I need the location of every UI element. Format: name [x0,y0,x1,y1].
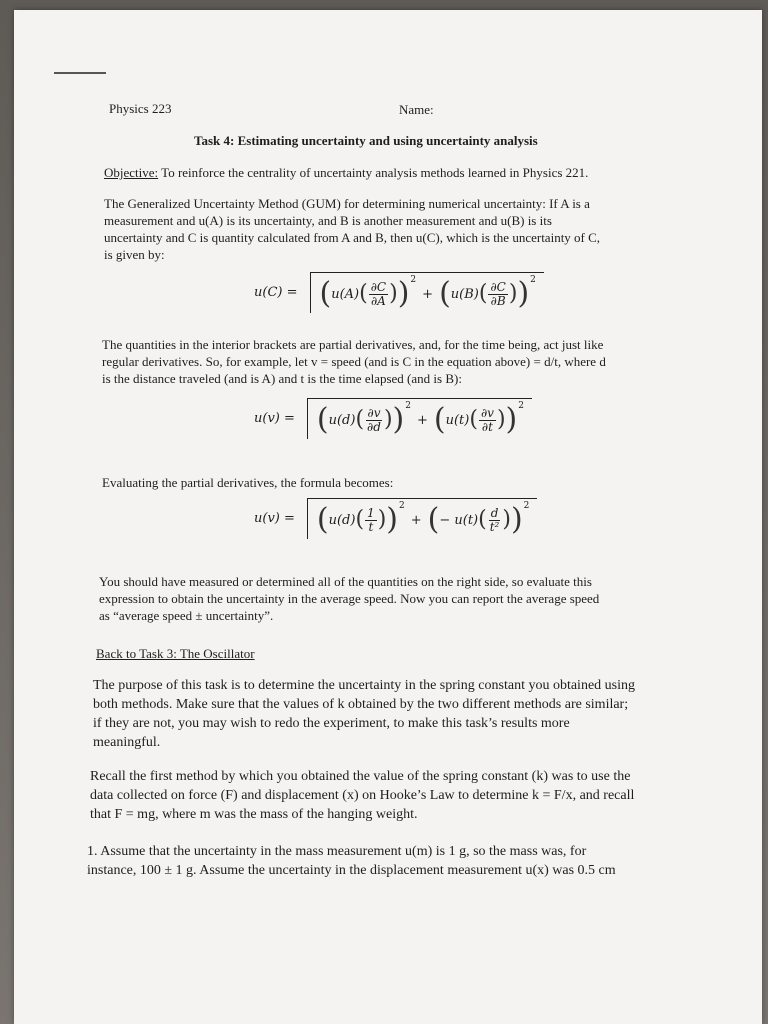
partial-line: regular derivatives. So, for example, let v = speed (and is C in the equation above) = d/t, where d [102,354,606,369]
recall-line: that F = mg, where m was the mass of the hanging weight. [90,807,418,822]
partial-line: The quantities in the interior brackets are partial derivatives, and, for the time being, act just like [102,337,604,352]
eq2-radical: ( u(d) ( $\frac{\partial v}{\partial d}$ ) ) 2 + ( u(t) ( $\frac{\partial v}{\partial t}$ ) ) 2 [307,398,532,439]
purpose-paragraph [93,676,635,752]
eq3-term2-u: − u(t) [439,512,479,528]
purpose-line: both methods. Make sure that the values of k obtained by the two different methods are similar; [93,697,629,712]
eq2-term1-den: ∂d [367,419,381,434]
name-label: Name: [399,102,434,117]
purpose-line: The purpose of this task is to determine the uncertainty in the spring constant you obtained using [93,678,636,693]
eq1-term1-den: ∂A [370,293,386,308]
equation-uv-evaluated [254,498,537,539]
recall-line: data collected on force (F) and displacement (x) on Hooke’s Law to determine k = F/x, and recall [90,788,635,803]
worksheet-page [14,10,762,1024]
eq1-radical: ( u(A) ( $\frac{\partial C}{\partial A}$ ) ) 2 + ( u(B) ( $\frac{\partial C}{\partial B}$ ) ) 2 [310,272,544,313]
back-to-task3-heading: Back to Task 3: The Oscillator [96,646,255,661]
measured-line: expression to obtain the uncertainty in the average speed. Now you can report the average speed [99,591,600,606]
item1-paragraph [87,842,616,880]
eq1-term2-u: u(B) [450,286,479,302]
partial-line: is the distance traveled (and is A) and t is the time elapsed (and is B): [102,371,462,386]
eq2-term1-num: ∂v [367,405,381,420]
eq1-term2-fraction [488,281,507,308]
eq3-exponent: 2 [399,501,405,511]
evaluating-text: Evaluating the partial derivatives, the formula becomes: [102,475,394,490]
eq2-exponent: 2 [518,401,524,411]
measured-line: as “average speed ± uncertainty”. [99,608,274,623]
purpose-line: meaningful. [93,735,161,750]
eq1-lhs: u(C) = [254,285,298,300]
eq3-term1-num: 1 [367,505,375,520]
eq1-term2-num: ∂C [490,279,506,294]
eq3-plus: + [410,512,422,528]
measured-line: You should have measured or determined all of the quantities on the right side, so evaluate this [99,574,592,589]
eq3-term1-den: t [368,519,374,534]
course-label: Physics 223 [109,101,172,116]
eq2-term2-num: ∂v [480,405,494,420]
objective-label: Objective: [104,165,159,180]
partial-paragraph [102,336,606,387]
eq2-exponent: 2 [405,401,411,411]
gum-line: The Generalized Uncertainty Method (GUM) for determining numerical uncertainty: If A is a [104,196,590,211]
eq2-term2-u: u(t) [445,412,470,428]
objective-line [104,165,588,181]
eq2-term1-fraction [365,407,383,434]
eq1-exponent: 2 [530,275,536,285]
purpose-line: if they are not, you may wish to redo the experiment, to make this task’s results more [93,716,570,731]
eq1-exponent: 2 [410,275,417,285]
page-content [14,10,762,1024]
gum-paragraph [104,195,600,263]
eq2-term2-fraction [479,407,496,434]
measured-paragraph [99,573,599,624]
item1-line: instance, 100 ± 1 g. Assume the uncertainty in the displacement measurement u(x) was 0.5 cm [87,863,616,878]
recall-paragraph [90,767,634,824]
gum-line: measurement and u(A) is its uncertainty, and B is another measurement and u(B) is its [104,213,552,228]
eq3-term2-num: d [490,505,499,520]
eq2-term2-den: ∂t [481,419,493,434]
eq3-term1-fraction [365,507,377,534]
eq2-lhs: u(v) = [254,411,295,426]
eq1-term1-fraction [369,281,388,308]
objective-text: To reinforce the centrality of uncertainty analysis methods learned in Physics 221. [158,165,589,180]
eq1-plus: + [422,286,434,302]
eq3-radical: ( u(d) ( $\frac{1}{t}$ ) ) 2 + ( − u(t) ( $\frac{d}{\text{t²}}$ ) ) 2 [307,498,538,539]
eq3-term2-den: t² [489,519,500,534]
eq1-term1-num: ∂C [370,279,387,294]
equation-uc [254,272,544,313]
eq3-lhs: u(v) = [254,511,295,526]
eq2-plus: + [416,412,428,428]
eq3-exponent: 2 [523,501,530,511]
item1-line: 1. Assume that the uncertainty in the mass measurement u(m) is 1 g, so the mass was, for [87,844,587,859]
task-title: Task 4: Estimating uncertainty and using uncertainty analysis [194,133,538,148]
eq3-term2-fraction [488,507,502,534]
eq1-term2-den: ∂B [490,293,506,308]
recall-line: Recall the first method by which you obtained the value of the spring constant (k) was to use the [90,769,631,784]
equation-uv-partial [254,398,532,439]
gum-line: is given by: [104,247,165,262]
eq3-term1-u: u(d) [328,512,356,528]
eq1-term1-u: u(A) [331,286,360,302]
gum-line: uncertainty and C is quantity calculated from A and B, then u(C), which is the uncertainty of C, [104,230,601,245]
eq2-term1-u: u(d) [328,412,356,428]
